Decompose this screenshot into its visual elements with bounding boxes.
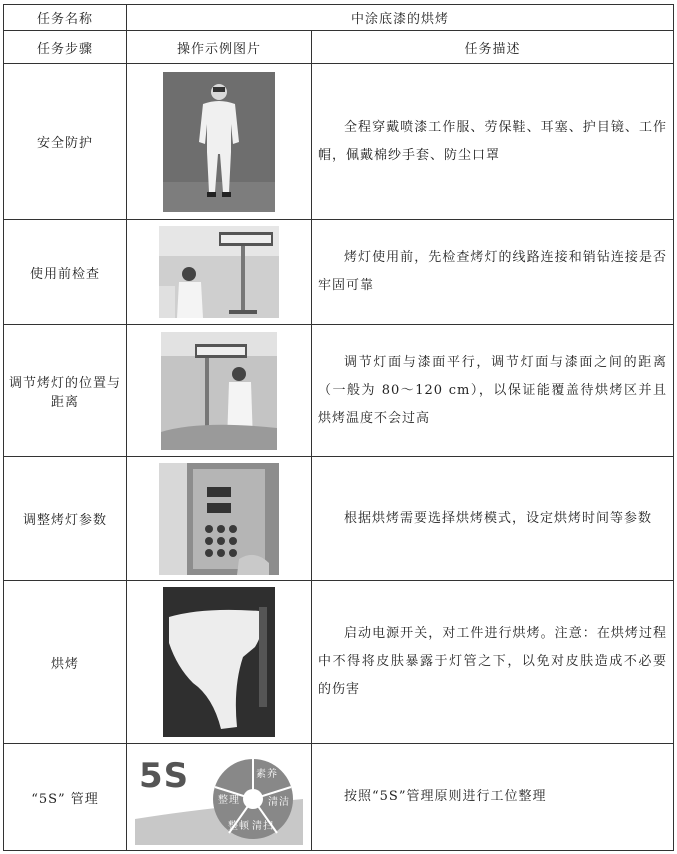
table-row xyxy=(4,220,674,325)
step-description: 根据烘烤需要选择烘烤模式，设定烘烤时间等参数 xyxy=(312,457,674,581)
step-description: 启动电源开关，对工件进行烘烤。注意：在烘烤过程中不得将皮肤暴露于灯管之下，以免对皮肤造成不必要的伤害 xyxy=(312,581,674,744)
baking-panel-photo xyxy=(163,587,275,737)
table-row xyxy=(4,325,674,457)
column-header-desc: 任务描述 xyxy=(312,31,674,64)
5s-logo: 5S xyxy=(139,756,190,796)
5s-segment-label: 素养 xyxy=(256,769,278,780)
5s-segment-label: 清洁 xyxy=(268,797,290,808)
step-description: 按照“5S”管理原则进行工位整理 xyxy=(312,744,674,851)
5s-segment-label: 清扫 xyxy=(252,821,274,832)
table-row xyxy=(4,457,674,581)
lamp-position-photo xyxy=(161,332,277,450)
table-row xyxy=(4,581,674,744)
step-description: 烤灯使用前，先检查烤灯的线路连接和销钻连接是否牢固可靠 xyxy=(312,220,674,325)
step-description: 调节灯面与漆面平行，调节灯面与漆面之间的距离（一般为 80～120 cm），以保证能覆盖待烘烤区并且烘烤温度不会过高 xyxy=(312,325,674,457)
task-name-value: 中涂底漆的烘烤 xyxy=(127,5,674,31)
table-row xyxy=(4,744,674,851)
protective-suit-photo xyxy=(163,72,275,212)
step-label: 调整烤灯参数 xyxy=(4,457,127,581)
step-label: 调节烤灯的位置与距离 xyxy=(4,325,127,457)
lamp-control-panel-photo xyxy=(159,463,279,575)
column-header-step: 任务步骤 xyxy=(4,31,127,64)
5s-segment-label: 整顿 xyxy=(228,821,250,832)
task-name-label: 任务名称 xyxy=(4,5,127,31)
step-description: 全程穿戴喷漆工作服、劳保鞋、耳塞、护目镜、工作帽，佩戴棉纱手套、防尘口罩 xyxy=(312,64,674,220)
step-label: 安全防护 xyxy=(4,64,127,220)
step-label: 使用前检查 xyxy=(4,220,127,325)
table-row xyxy=(4,64,674,220)
step-label: “5S” 管理 xyxy=(4,744,127,851)
task-table xyxy=(3,4,674,851)
5s-diagram xyxy=(135,749,303,845)
step-label: 烘烤 xyxy=(4,581,127,744)
column-header-image: 操作示例图片 xyxy=(127,31,312,64)
lamp-inspection-photo xyxy=(159,226,279,318)
5s-segment-label: 整理 xyxy=(218,795,240,806)
